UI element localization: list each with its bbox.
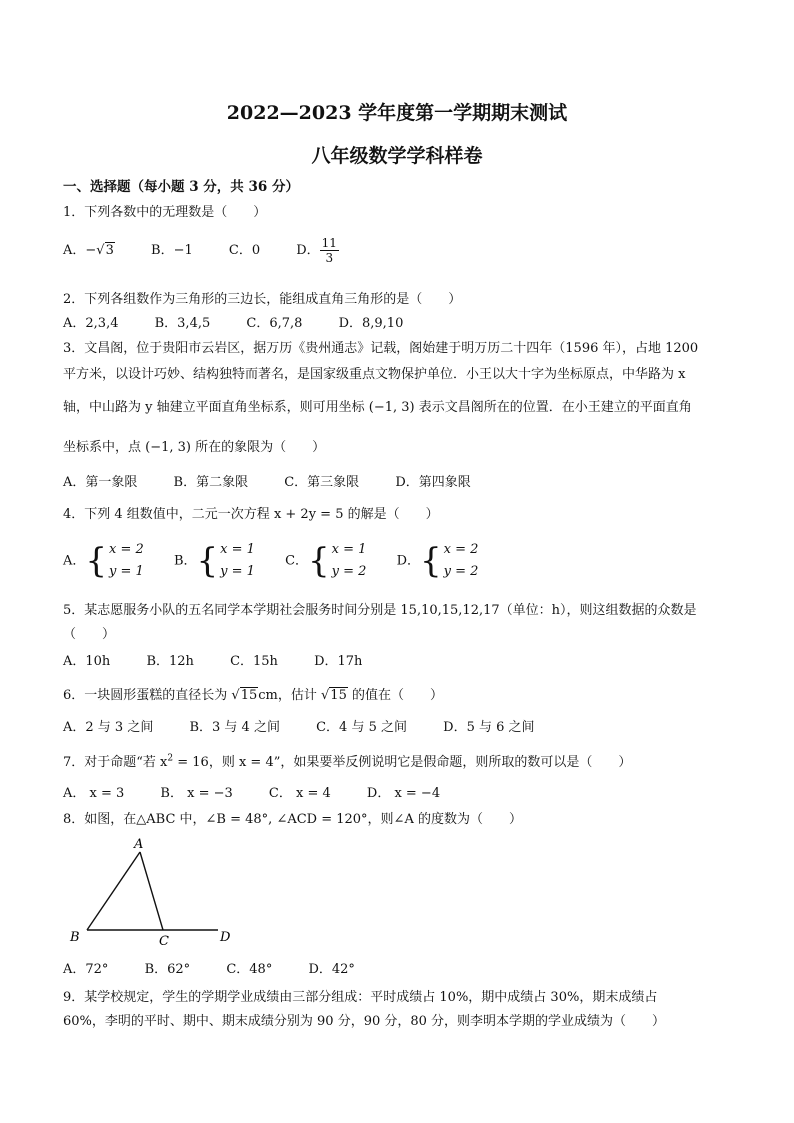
q3-option-d: D．第四象限	[395, 475, 471, 490]
q2-option-a: A．2,3,4	[63, 316, 119, 331]
q1-option-b: B．−1	[151, 243, 193, 258]
q1-option-a: A．−√3	[63, 243, 114, 258]
q7-options	[63, 782, 472, 801]
triangle-figure	[63, 835, 243, 959]
vertex-label-b: B	[70, 930, 80, 945]
q7-stem: 7．对于命题“若 $x^2 = 16$，则 x = 4”，如果要举反例说明它是假命题，则所取的数可以是（ ）	[63, 753, 632, 770]
q3-line-4: 坐标系中，点 (−1, 3) 所在的象限为（ ）	[63, 440, 326, 455]
q8-stem: 8．如图，在△ABC 中，∠B = 48°, ∠ACD = 120°，则∠A 的度数为（ ）	[63, 812, 522, 827]
q9-line-2: 60%，李明的平时、期中、期末成绩分别为 90 分，90 分，80 分，则李明本学期的学业成绩为（ ）	[63, 1014, 666, 1029]
q5-option-d: D．17h	[314, 654, 363, 669]
q3-line-2: 平方米，以设计巧妙、结构独特而著名，是国家级重点文物保护单位．小王以大十字为坐标原点，中华路为 x	[63, 367, 686, 382]
q2-options	[63, 312, 435, 331]
q2-stem: 2．下列各组数作为三角形的三边长，能组成直角三角形的是（ ）	[63, 292, 462, 307]
sqrt-sign: √15	[321, 688, 347, 703]
sqrt-sign: √3	[96, 243, 114, 258]
q3-line-3: 轴，中山路为 y 轴建立平面直角坐标系，则可用坐标 (−1, 3) 表示文昌阁所在的位置．在小王建立的平面直角	[63, 400, 692, 415]
q3-option-b: B．第二象限	[173, 475, 249, 490]
q5-option-c: C．15h	[230, 654, 278, 669]
q4-option-a: A． { x = 2 y = 1	[63, 541, 144, 581]
side-ac	[140, 852, 163, 930]
q3-option-a: A．第一象限	[63, 475, 138, 490]
q4-option-c: C． { x = 1 y = 2	[285, 541, 367, 581]
q1-stem: 1．下列各数中的无理数是（ ）	[63, 205, 267, 220]
q9-line-1: 9．某学校规定，学生的学期学业成绩由三部分组成：平时成绩占 10%，期中成绩占 30%，期末成绩占	[63, 990, 658, 1005]
vertex-label-a: A	[134, 837, 144, 852]
q4-option-b: B． { x = 1 y = 1	[173, 541, 255, 581]
q7-option-a: A． x = 3	[63, 786, 125, 801]
q4-option-d: D． { x = 2 y = 2	[396, 541, 479, 581]
q1-option-c: C．0	[228, 243, 261, 258]
q4-options	[63, 539, 510, 583]
q3-line-1: 3．文昌阁，位于贵阳市云岩区，据万历《贵州通志》记载，阁始建于明万历二十四年（1596 年），占地 1200	[63, 341, 699, 356]
q8-option-a: A．72°	[63, 962, 109, 977]
q3-options	[63, 471, 503, 490]
fraction: $\frac{11}{3}$	[321, 236, 337, 265]
q8-option-b: B．62°	[144, 962, 191, 977]
q2-option-c: C．6,7,8	[246, 316, 303, 331]
q6-option-a: A．2 与 3 之间	[63, 720, 154, 735]
vertex-label-c: C	[159, 934, 169, 949]
side-ab	[87, 852, 140, 930]
triangle-diagram	[63, 835, 243, 955]
q5-line-2: （ ）	[63, 627, 116, 642]
q1-option-d: D． $\frac{11}{3}$	[296, 236, 337, 265]
exam-subtitle: 八年级数学学科样卷	[311, 145, 483, 167]
q6-option-b: B．3 与 4 之间	[189, 720, 280, 735]
q5-options	[63, 650, 394, 669]
q2-option-b: B．3,4,5	[154, 316, 211, 331]
q6-options	[63, 716, 567, 735]
q7-option-b: B． x = −3	[160, 786, 233, 801]
equation-system: { x = 1 y = 2	[308, 541, 367, 581]
q7-option-d: D． x = −4	[366, 786, 441, 801]
equation-system: { x = 1 y = 1	[196, 541, 255, 581]
equation-system: { x = 2 y = 1	[85, 541, 144, 581]
equation-system: { x = 2 y = 2	[420, 541, 479, 581]
q4-stem: 4．下列 4 组数值中，二元一次方程 x + 2y = 5 的解是（ ）	[63, 507, 439, 522]
q5-line-1: 5．某志愿服务小队的五名同学本学期社会服务时间分别是 15,10,15,12,17（单位：h），则这组数据的众数是	[63, 603, 697, 618]
q7-option-c: C． x = 4	[268, 786, 331, 801]
vertex-label-d: D	[220, 930, 231, 945]
q1-options	[63, 236, 371, 265]
q5-option-a: A．10h	[63, 654, 111, 669]
q8-options	[63, 958, 387, 977]
exam-title: 2022—2023 学年度第一学期期末测试	[226, 102, 568, 124]
q5-option-b: B．12h	[146, 654, 194, 669]
q3-option-c: C．第三象限	[284, 475, 360, 490]
sqrt-sign: √15	[231, 688, 258, 703]
q6-option-c: C．4 与 5 之间	[316, 720, 407, 735]
q6-stem: 6．一块圆形蛋糕的直径长为 √15cm，估计 √15 的值在（ ）	[63, 688, 443, 703]
q8-option-c: C．48°	[226, 962, 273, 977]
q2-option-d: D．8,9,10	[338, 316, 404, 331]
q6-option-d: D．5 与 6 之间	[443, 720, 535, 735]
section-heading: 一、选择题（每小题 3 分，共 36 分）	[63, 179, 299, 195]
q8-option-d: D．42°	[308, 962, 355, 977]
